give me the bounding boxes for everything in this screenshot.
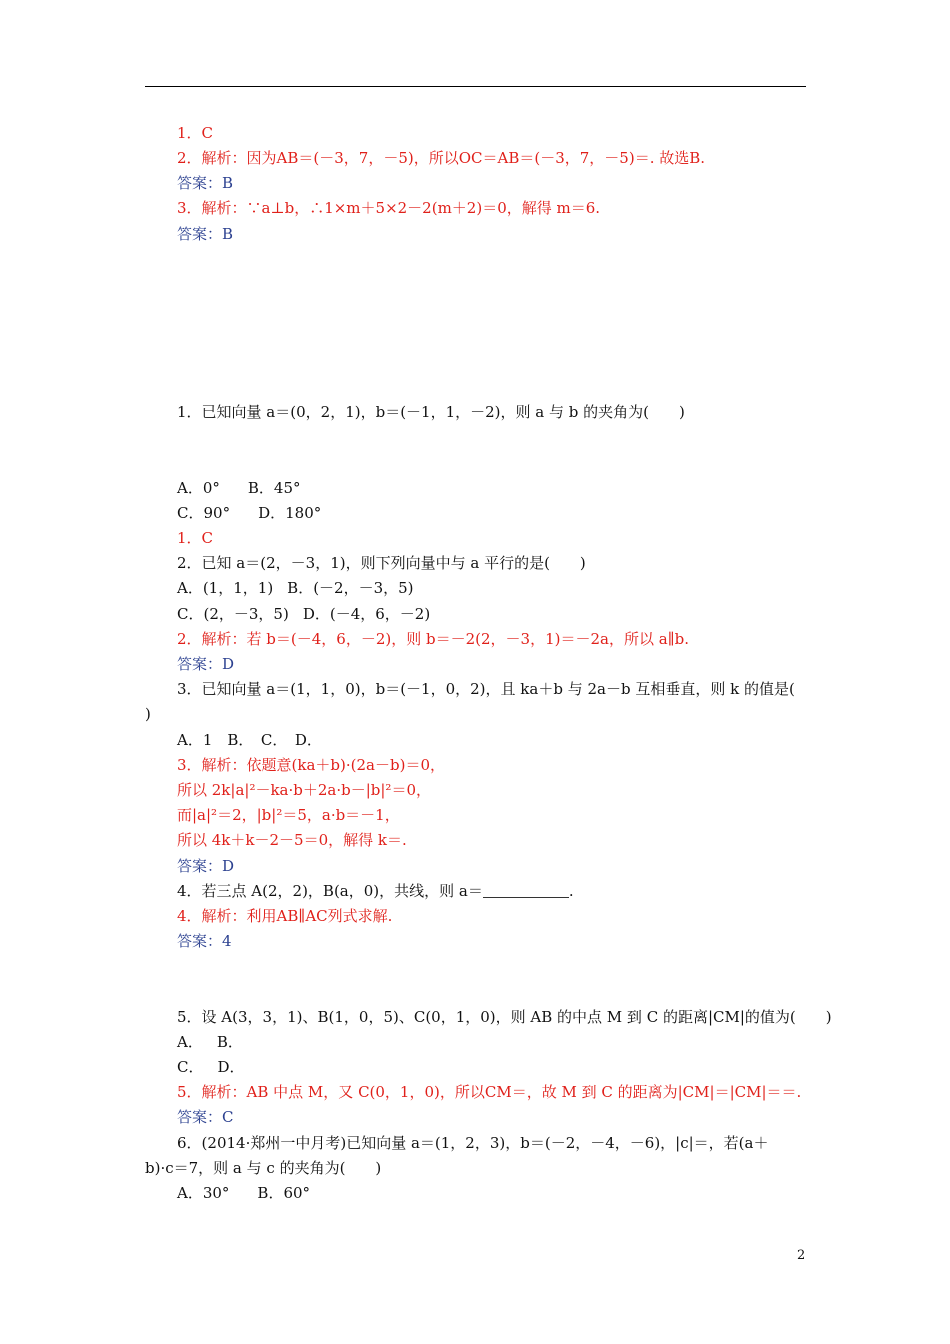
question-stem: 6．(2014·郑州一中月考)已知向量 a＝(1，2，3)，b＝(－2，－4，－6)，|c|＝，若(a＋ — [177, 1134, 769, 1152]
option-d: D． — [217, 1058, 245, 1076]
analysis-line: 3．解析：依题意(ka＋b)·(2a－b)＝0， — [177, 756, 445, 774]
question-stem: 1．已知向量 a＝(0，2，1)，b＝(－1，1，－2)，则 a 与 b 的夹角为( ) — [177, 403, 685, 421]
option-a: A． — [177, 1033, 203, 1051]
option-row — [177, 1183, 310, 1203]
option-b: B． — [216, 1033, 243, 1051]
option-a: A．0° — [177, 479, 220, 497]
option-c: C． — [177, 1058, 204, 1076]
header-rule — [145, 86, 806, 87]
option-d: D．(－4，6，－2) — [302, 605, 431, 623]
option-row — [177, 1057, 245, 1077]
question-stem — [177, 881, 574, 901]
question-text-end: . — [568, 882, 574, 900]
answer-line: 答案：D — [177, 857, 235, 875]
question-text: 4．若三点 A(2，2)，B(a，0)，共线，则 a＝ — [177, 882, 483, 900]
option-c: C．(2，－3，5) — [177, 605, 289, 623]
question-stem-continued: ) — [145, 705, 151, 723]
option-row — [177, 478, 301, 498]
question-stem: 2．已知 a＝(2，－3，1)，则下列向量中与 a 平行的是( ) — [177, 554, 586, 572]
answer-line: 答案：D — [177, 655, 235, 673]
analysis-line: 3．解析：∵a⊥b，∴1×m＋5×2－2(m＋2)＝0，解得 m＝6. — [177, 199, 601, 217]
option-c: C．90° — [177, 504, 231, 522]
option-a: A．30° — [177, 1184, 230, 1202]
analysis-line: 而|a|²＝2，|b|²＝5，a·b＝－1， — [177, 806, 400, 824]
option-b: B．60° — [257, 1184, 311, 1202]
analysis-line: 5．解析：AB 中点 M，又 C(0，1，0)，所以CM＝，故 M 到 C 的距离为|CM|＝|CM|＝＝. — [177, 1083, 802, 1101]
option-row — [177, 604, 430, 624]
option-a: A．(1，1，1) — [177, 579, 274, 597]
answer-line: 答案：B — [177, 225, 234, 243]
option-row: A．1 B． C． D． — [177, 731, 322, 749]
option-row — [177, 503, 321, 523]
answer-line: 答案：4 — [177, 932, 232, 950]
question-stem: 3．已知向量 a＝(1，1，0)，b＝(－1，0，2)，且 ka＋b 与 2a－b 互相垂直，则 k 的值是( — [177, 680, 795, 698]
analysis-line: 所以 4k＋k－2－5＝0，解得 k＝. — [177, 831, 407, 849]
answer-line: 1．C — [177, 529, 214, 547]
option-d: D．180° — [258, 504, 322, 522]
answer-line: 答案：B — [177, 174, 234, 192]
option-b: B．(－2，－3，5) — [287, 579, 414, 597]
option-row — [177, 1032, 243, 1052]
analysis-line: 4．解析：利用AB∥AC列式求解. — [177, 907, 393, 925]
answer-line: 答案：C — [177, 1108, 234, 1126]
analysis-line: 2．解析：若 b＝(－4，6，－2)，则 b＝－2(2，－3，1)＝－2a，所以 a∥b. — [177, 630, 689, 648]
question-stem: 5．设 A(3，3，1)、B(1，0，5)、C(0，1，0)，则 AB 的中点 M 到 C 的距离|CM|的值为( ) — [177, 1008, 832, 1026]
page-number: 2 — [797, 1248, 806, 1263]
answer-blank — [483, 883, 569, 898]
analysis-line: 2．解析：因为AB＝(－3，7，－5)，所以OC＝AB＝(－3，7，－5)＝. 故选B. — [177, 149, 706, 167]
option-b: B．45° — [247, 479, 301, 497]
option-row — [177, 578, 414, 598]
analysis-line: 所以 2k|a|²－ka·b＋2a·b－|b|²＝0， — [177, 781, 431, 799]
answer-line: 1．C — [177, 124, 214, 142]
question-stem-continued: b)·c＝7，则 a 与 c 的夹角为( ) — [145, 1159, 382, 1177]
